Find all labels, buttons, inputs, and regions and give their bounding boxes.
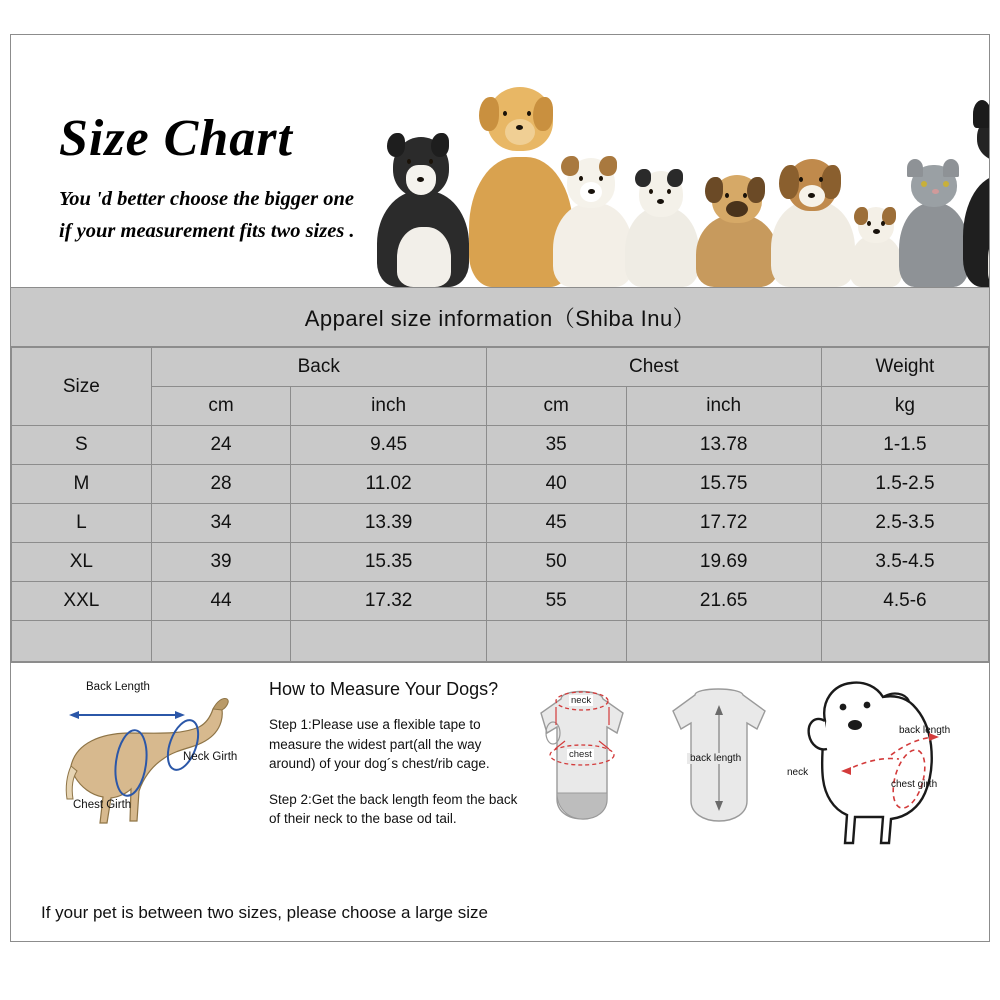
cell-weight: 1-1.5	[821, 426, 988, 465]
label-garment-neck: neck	[571, 695, 592, 706]
cell-size: M	[12, 465, 152, 504]
cell-chest-cm	[486, 621, 626, 662]
cell-chest-inch	[626, 621, 821, 662]
header-chest: Chest	[486, 348, 821, 387]
table-row	[12, 465, 989, 504]
cell-back-inch: 13.39	[291, 504, 486, 543]
cell-chest-inch: 13.78	[626, 426, 821, 465]
header-weight: Weight	[821, 348, 988, 387]
cell-back-cm	[151, 621, 291, 662]
table-row	[12, 621, 989, 662]
header-chest-cm: cm	[486, 387, 626, 426]
cell-chest-cm: 55	[486, 582, 626, 621]
label-dogline-chest-girth: chest girth	[891, 779, 938, 790]
cell-weight	[821, 621, 988, 662]
label-tank-back-length: back length	[687, 753, 744, 764]
label-dogline-back-length: back length	[899, 725, 951, 736]
cell-back-cm: 28	[151, 465, 291, 504]
cell-chest-cm: 40	[486, 465, 626, 504]
header-weight-kg: kg	[821, 387, 988, 426]
cell-size: S	[12, 426, 152, 465]
cell-weight: 1.5-2.5	[821, 465, 988, 504]
cell-chest-inch: 17.72	[626, 504, 821, 543]
pets-illustration	[359, 72, 979, 287]
table-row	[12, 426, 989, 465]
label-dogline-neck: neck	[787, 767, 809, 778]
cell-back-cm: 34	[151, 504, 291, 543]
cell-chest-cm: 45	[486, 504, 626, 543]
size-table	[11, 347, 989, 662]
cell-back-cm: 39	[151, 543, 291, 582]
dog-measurement-diagram	[31, 671, 261, 851]
garment-diagram	[531, 681, 641, 841]
label-chest-girth: Chest Girth	[73, 799, 132, 811]
cell-back-inch: 9.45	[291, 426, 486, 465]
cell-size: XL	[12, 543, 152, 582]
cell-size	[12, 621, 152, 662]
table-caption: Apparel size information（Shiba Inu）	[11, 288, 989, 347]
dog-lineart-diagram	[781, 667, 981, 857]
pet-french-bulldog-icon	[955, 112, 989, 287]
header-text-block	[59, 109, 355, 248]
header-back-cm: cm	[151, 387, 291, 426]
cell-chest-inch: 19.69	[626, 543, 821, 582]
header-chest-inch: inch	[626, 387, 821, 426]
cell-weight: 3.5-4.5	[821, 543, 988, 582]
how-to-measure-section	[11, 662, 989, 941]
header-back-inch: inch	[291, 387, 486, 426]
measure-step-2: Step 2:Get the back length feom the back of their neck to the base od tail.	[269, 791, 518, 827]
cell-chest-cm: 50	[486, 543, 626, 582]
table-row	[12, 504, 989, 543]
cell-weight: 2.5-3.5	[821, 504, 988, 543]
size-chart-card	[10, 34, 990, 942]
dog-outline-icon	[781, 667, 981, 857]
header-subtitle-line-2: if your measurement fits two sizes .	[59, 219, 355, 242]
cell-chest-inch: 15.75	[626, 465, 821, 504]
header-back: Back	[151, 348, 486, 387]
table-group-header-row	[12, 348, 989, 387]
size-footnote: If your pet is between two sizes, please choose a large size	[41, 903, 488, 922]
how-to-measure-heading: How to Measure Your Dogs?	[269, 679, 499, 699]
cell-size: XXL	[12, 582, 152, 621]
table-row	[12, 582, 989, 621]
header-banner	[11, 35, 989, 288]
cell-back-inch: 17.32	[291, 582, 486, 621]
table-row	[12, 543, 989, 582]
cell-back-cm: 24	[151, 426, 291, 465]
cell-size: L	[12, 504, 152, 543]
header-size: Size	[12, 348, 152, 426]
cell-back-inch: 15.35	[291, 543, 486, 582]
label-garment-chest: chest	[569, 749, 592, 760]
cell-weight: 4.5-6	[821, 582, 988, 621]
cell-chest-cm: 35	[486, 426, 626, 465]
label-back-length: Back Length	[86, 681, 150, 693]
measure-step-1: Step 1:Please use a flexible tape to measure the widest part(all the way around) of your dog´s chest/rib cage.	[269, 717, 490, 772]
measure-steps	[269, 715, 527, 845]
page-title: Size Chart	[59, 110, 293, 167]
back-length-diagram	[661, 681, 781, 841]
header-subtitle-line-1: You 'd better choose the bigger one	[59, 188, 354, 210]
cell-back-cm: 44	[151, 582, 291, 621]
table-unit-header-row	[12, 387, 989, 426]
label-neck-girth: Neck Girth	[183, 751, 238, 763]
cell-back-inch: 11.02	[291, 465, 486, 504]
cell-chest-inch: 21.65	[626, 582, 821, 621]
cell-back-inch	[291, 621, 486, 662]
